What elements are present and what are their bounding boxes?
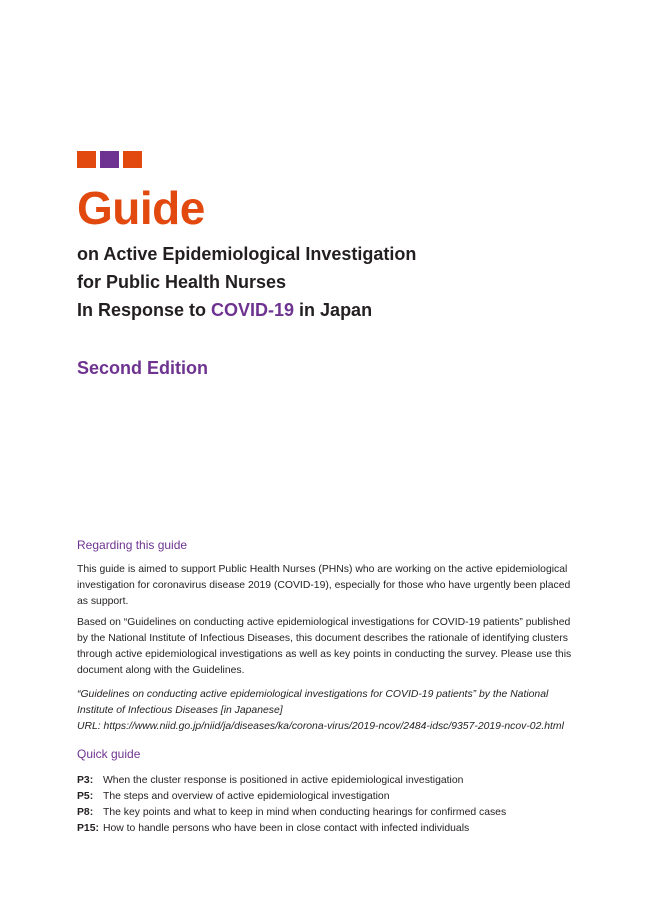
subtitle-text: in Japan (294, 300, 373, 320)
orange-square (77, 151, 96, 168)
covid-highlight: COVID-19 (211, 300, 295, 320)
page-number: P15: (77, 823, 99, 834)
quick-guide-list (77, 773, 506, 837)
subtitle-line (77, 296, 416, 324)
purple-square (100, 151, 119, 168)
page-number: P8: (77, 807, 94, 818)
item-text: The key points and what to keep in mind when conducting hearings for confirmed cases (103, 807, 507, 818)
subtitle-line: on Active Epidemiological Investigation (77, 244, 417, 264)
subtitle-line: for Public Health Nurses (77, 272, 287, 292)
list-item (77, 789, 506, 805)
reference-url: URL: https://www.niid.go.jp/niid/ja/diseases/ka/corona-virus/2019-ncov/2484-idsc/9357-2019-ncov-02.html (77, 721, 564, 732)
document-subtitle (77, 240, 416, 324)
list-item (77, 821, 506, 837)
item-text: How to handle persons who have been in close contact with infected individuals (103, 823, 470, 834)
quick-guide-heading: Quick guide (77, 747, 141, 761)
item-text: The steps and overview of active epidemiological investigation (103, 791, 390, 802)
decorative-squares (77, 151, 142, 168)
item-text: When the cluster response is positioned in active epidemiological investigation (103, 775, 464, 786)
orange-square (123, 151, 142, 168)
reference-block (77, 687, 587, 735)
page-number: P3: (77, 775, 94, 786)
regarding-body (77, 562, 577, 684)
list-item (77, 773, 506, 789)
subtitle-text: In Response to (77, 300, 212, 320)
reference-line: Institute of Infectious Diseases [in Japanese] (77, 705, 283, 716)
page-number: P5: (77, 791, 94, 802)
edition-label: Second Edition (77, 358, 209, 378)
paragraph: This guide is aimed to support Public Health Nurses (PHNs) who are working on the active epidemiological investigation for coronavirus disease 2019 (COVID-19), especially for those who have urgently been placed as support. (77, 564, 571, 607)
regarding-heading: Regarding this guide (77, 538, 188, 552)
paragraph: Based on “Guidelines on conducting active epidemiological investigations for COVID-19 patients” published by the National Institute of Infectious Diseases, this document describes the rationale of identifying clusters through active epidemiological investigations as well as key points in conducting the survey. Please use this document along with the Guidelines. (77, 617, 572, 676)
reference-line: “Guidelines on conducting active epidemiological investigations for COVID-19 patients” by the National (77, 689, 549, 700)
document-title: Guide (77, 182, 205, 234)
list-item (77, 805, 506, 821)
